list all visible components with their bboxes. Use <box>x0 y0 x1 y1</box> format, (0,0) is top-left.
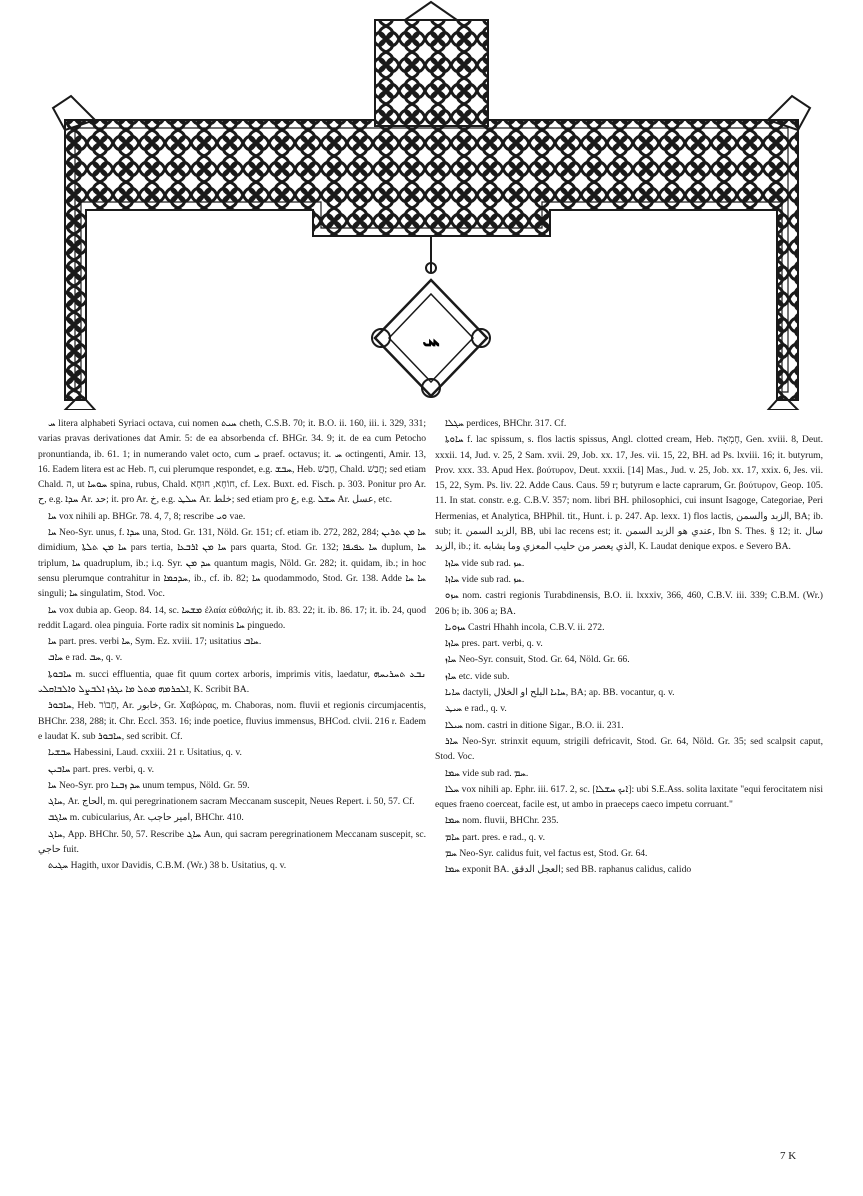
dictionary-entry: ܚܐܡ part. pres. e rad., q. v. <box>445 831 545 843</box>
dictionary-entry: ܚܐܝܐ dactyli, ܚܐܝܐ البلح او الخلال, BA; ap. BB. vocantur, q. v. <box>445 687 675 699</box>
dictionary-entry: ܚܓܠܐ perdices, BHChr. 317. Cf. <box>445 418 567 429</box>
dictionary-entry: ܚܐܙܐ vide sub rad. ܚܙ. <box>445 557 525 569</box>
dictionary-entry: ܚܐܓ, App. BHChr. 50, 57. Rescribe ܚܐܓ Aun, qui sacram peregrinationem Meccanam suscepit, sc. حاجي fuit. <box>38 828 426 856</box>
dictionary-entry: ܚܠܐ vox nihili ap. Ephr. iii. 617. 2, sc. [ܐܝܟ ܚܫܠܐ]: ubi S.E.Ass. solita laxitate "equi ferocitatem nisi eques fraeno coerceat, facile est, ut ambo in praeceps caeco impetu corruant." <box>435 783 824 811</box>
dictionary-entry: ܚܒܫܝܐ Habessini, Laud. cxxiii. 21 r. Usitatius, q. v. <box>48 747 242 759</box>
dictionary-entry: ܚܐܒܝܢ part. pres. verbi, q. v. <box>48 763 155 775</box>
ornamental-headpiece <box>35 0 828 410</box>
dictionary-entry: ܚܐ part. pres. verbi ܚܐ, Sym. Ez. xviii. 17; usitatius ܚܐܒ. <box>48 636 262 648</box>
dictionary-entry: ܚܐܓ, Ar. الحاج, m. qui peregrinationem sacram Meccanam suscepit, Neues Repert. i. 50, 57. Cf. <box>48 796 415 808</box>
dictionary-entry: ܚܐܒ e rad. ܚܒ, q. v. <box>48 652 123 664</box>
dictionary-entry: ܚܐܙ Neo-Syr. consuit, Stod. Gr. 64, Nöld. Gr. 66. <box>445 654 630 666</box>
dictionary-entry: ܚܙܘ nom. castri regionis Turabdinensis, B.O. ii. lxxxiv, 366, 460, C.B.V. iii. 339; C.B.M. (Wr.) 206 b; ib. 306 a; BA. <box>435 590 823 617</box>
right-column <box>435 416 823 879</box>
dictionary-entry: ܚܡܐ nom. fluvii, BHChr. 235. <box>445 815 559 827</box>
dictionary-entry: ܚܐܙ etc. vide sub. <box>445 670 510 682</box>
dictionary-entry: ܚܡ Neo-Syr. calidus fuit, vel factus est, Stod. Gr. 64. <box>445 848 648 860</box>
dictionary-entry: ܚܐܒܘܬܐ m. succi effluentia, quae fit quum cortex arboris, imprimis vitis, laedatur, ܢܒܥ ܬܚܪܝܚܗ ܐܠܟܪܡܗ ܡܬܠ ܡܐ ܝܓܪܙ ܐܠܒܨܠ ܘܐܠܒܐܩܠܝ, K. Scribit BA. <box>38 668 427 696</box>
dictionary-entry: ܚܡܐ vide sub rad. ܚܡ. <box>445 767 529 779</box>
dictionary-entry: ܚܐܓܒ m. cubicularius, Ar. امير حاجب, BHChr. 410. <box>48 812 244 824</box>
dictionary-entry: ܚܐ Neo-Syr. unus, f. ܚܕܐ una, Stod. Gr. 131, Nöld. Gr. 151; cf. etiam ib. 272, 282, 284; ܚܐ ܡܢ ܬܪܝܢ dimidium, ܚܐ ܡܢ ܬܠܬܐ pars tertia, ܚܐ ܡܢ ܐܪܒܥܐ pars quarta, Stod. Gr. 132; ܚܐ ܥܦܝܦܐ duplum, ܚܐ triplum, ܚܐ quadruplum, ib.; i.q. Syr. ܚܕ ܡܢ quantum magis, Nöld. Gr. 282; it. quidam, ib.; in hoc sensu plerumque contrahitur in ܚܕܟܡܐ, ib., cf. ib. 82; ܚܐ quodammodo, Stod. Gr. 138. Adde ܚܐ ܚܐ singuli; ܚܐ singulatim, Stod. Voc. <box>38 527 427 600</box>
page-signature: 7 K <box>780 1150 797 1162</box>
dictionary-entry: ܚܓܝܬ Hagith, uxor Davidis, C.B.M. (Wr.) 38 b. Usitatius, q. v. <box>48 860 287 872</box>
dictionary-entry: ܚܐܒܘܪ, Heb. חָבוֹר, Ar. خابور, Gr. Χαβώρας, m. Chaboras, nom. fluvii et regionis circumjacentis, BHChr. 238, 288; it. Chr. Eccl. 353. 16; inde poetice, fluvius immensus, BHCod. clvii. 216 r. Eadem e laudat K. sub ܚܐܒܘܪ, sed scribit. Cf. <box>38 700 427 742</box>
dictionary-entry: ܚܝܛ e rad., q. v. <box>445 703 507 715</box>
dictionary-entry: ܚܐܘܬܐ f. lac spissum, s. flos lactis spissus, Angl. clotted cream, Heb. חֶמְאָה, Gen. xviii. 8, Deut. xxxii. 14, Jud. v. 25, 2 Sam. xvii. 29, Job. xx. 17, Jes. vii. 15, 22, BH. ad Ps. lxviii. 16; it. butyrum, Prov. xxx. 33. Apud Hex. βούτυρον, Deut. xxxii. [14] Mas., Jud. v. 25, Job. xx. 17, xxix. 6, Jes. vii. 15, 22, Sym. Ps. liv. 22. Adde Caus. Caus. 59 r; butyrum e lacte caprarum, Gr. βούτυρον, Geop. 105. 11. In stat. constr. e.g. C.B.V. 357; nom. libri BH. philosophici, cui insunt Isagoge, Categoriae, Peri Hermenias, et Analytica, BHPhil. tit., Hunt. i. p. 247. Ap. lexx. 1) flos lactis, الزبد والسمن, BA; ib. sub; it. الزبد السمن, BB, ubi lac recens est; it. عندي هو الزبد السمن, Ibn S. Thes. § 12; it. سال الزبد, ib.; it. الذي يعصر من حليب المعزي وما يشابه, K. Laudat denique expos. e Severo BA. <box>435 434 823 553</box>
dictionary-entry: ܚܝܠܐ nom. castri in ditione Sigar., B.O. ii. 231. <box>445 719 624 731</box>
ornament-center-letter: ܚ <box>422 327 440 352</box>
dictionary-entry: ܚܡܐ exponit BA. العجل الدقق; sed BB. raphanus calidus, calido <box>445 864 692 876</box>
dictionary-entry: ܚܐܙܐ pres. part. verbi, q. v. <box>445 638 543 650</box>
dictionary-entry: ܚܙܘܝܐ Castri Hhahh incola, C.B.V. ii. 272. <box>445 621 605 633</box>
dictionary-entry: ܚܐ vox nihili ap. BHGr. 78. 4, 7, 8; rescribe ܘܝ vae. <box>48 510 246 522</box>
dictionary-entry: ܚ litera alphabeti Syriaci octava, cui nomen ܚܝܬ cheth, C.S.B. 70; it. B.O. ii. 160, iii. i. 329, 331; varias pravas derivationes dat Amir. 5: de ea absorbenda cf. BHGr. 34. 9; it. de ea cum Petocho pronuntianda, ib. 61. 1; in numerando valet octo, cum ܝ praef. octavus; it. ܚ octingenti, Amir. 13, 16. Eadem litera est ac Heb. ח, cui plerumque respondet, e.g. ܚܒܫ, Heb. חָבַשׁ, Chald. חֲבַשׁ; sed etiam Chald. ה, ut ܚܘܚܐ spina, rubus, Chald. חוֹחָא, חוּחָא, cf. Lex. Buxt. ed. Fisch. p. 303. Ponitur pro Ar. ح, e.g. ܚܕܐ Ar. حد; it. pro Ar. خ, e.g. ܚܠܛ Ar. خلط; sed etiam pro ع, e.g. ܚܫܠ Ar. عسل, etc. <box>38 418 427 506</box>
left-column <box>38 416 426 875</box>
dictionary-entry: ܚܐܪ Neo-Syr. strinxit equum, strigili defricavit, Stod. Gr. 64, Nöld. Gr. 35; sed scalpsit caput, Stod. Voc. <box>435 735 823 763</box>
dictionary-entry: ܚܐ Neo-Syr. pro ܚܕ ܙܒܢܐ unum tempus, Nöld. Gr. 59. <box>48 779 250 791</box>
dictionary-entry: ܚܐ vox dubia ap. Geop. 84. 14, sc. ܡܫܚܐ ἐλαία εὐθαλής; it. ib. 83. 22; it. ib. 86. 17; it. ib. 24, quod reddit Lagard. olea pinguia. Forte radix sit nominis ܚܐ pinguedo. <box>38 604 426 631</box>
dictionary-entry: ܚܐܙܐ vide sub rad. ܚܙ. <box>445 573 525 585</box>
